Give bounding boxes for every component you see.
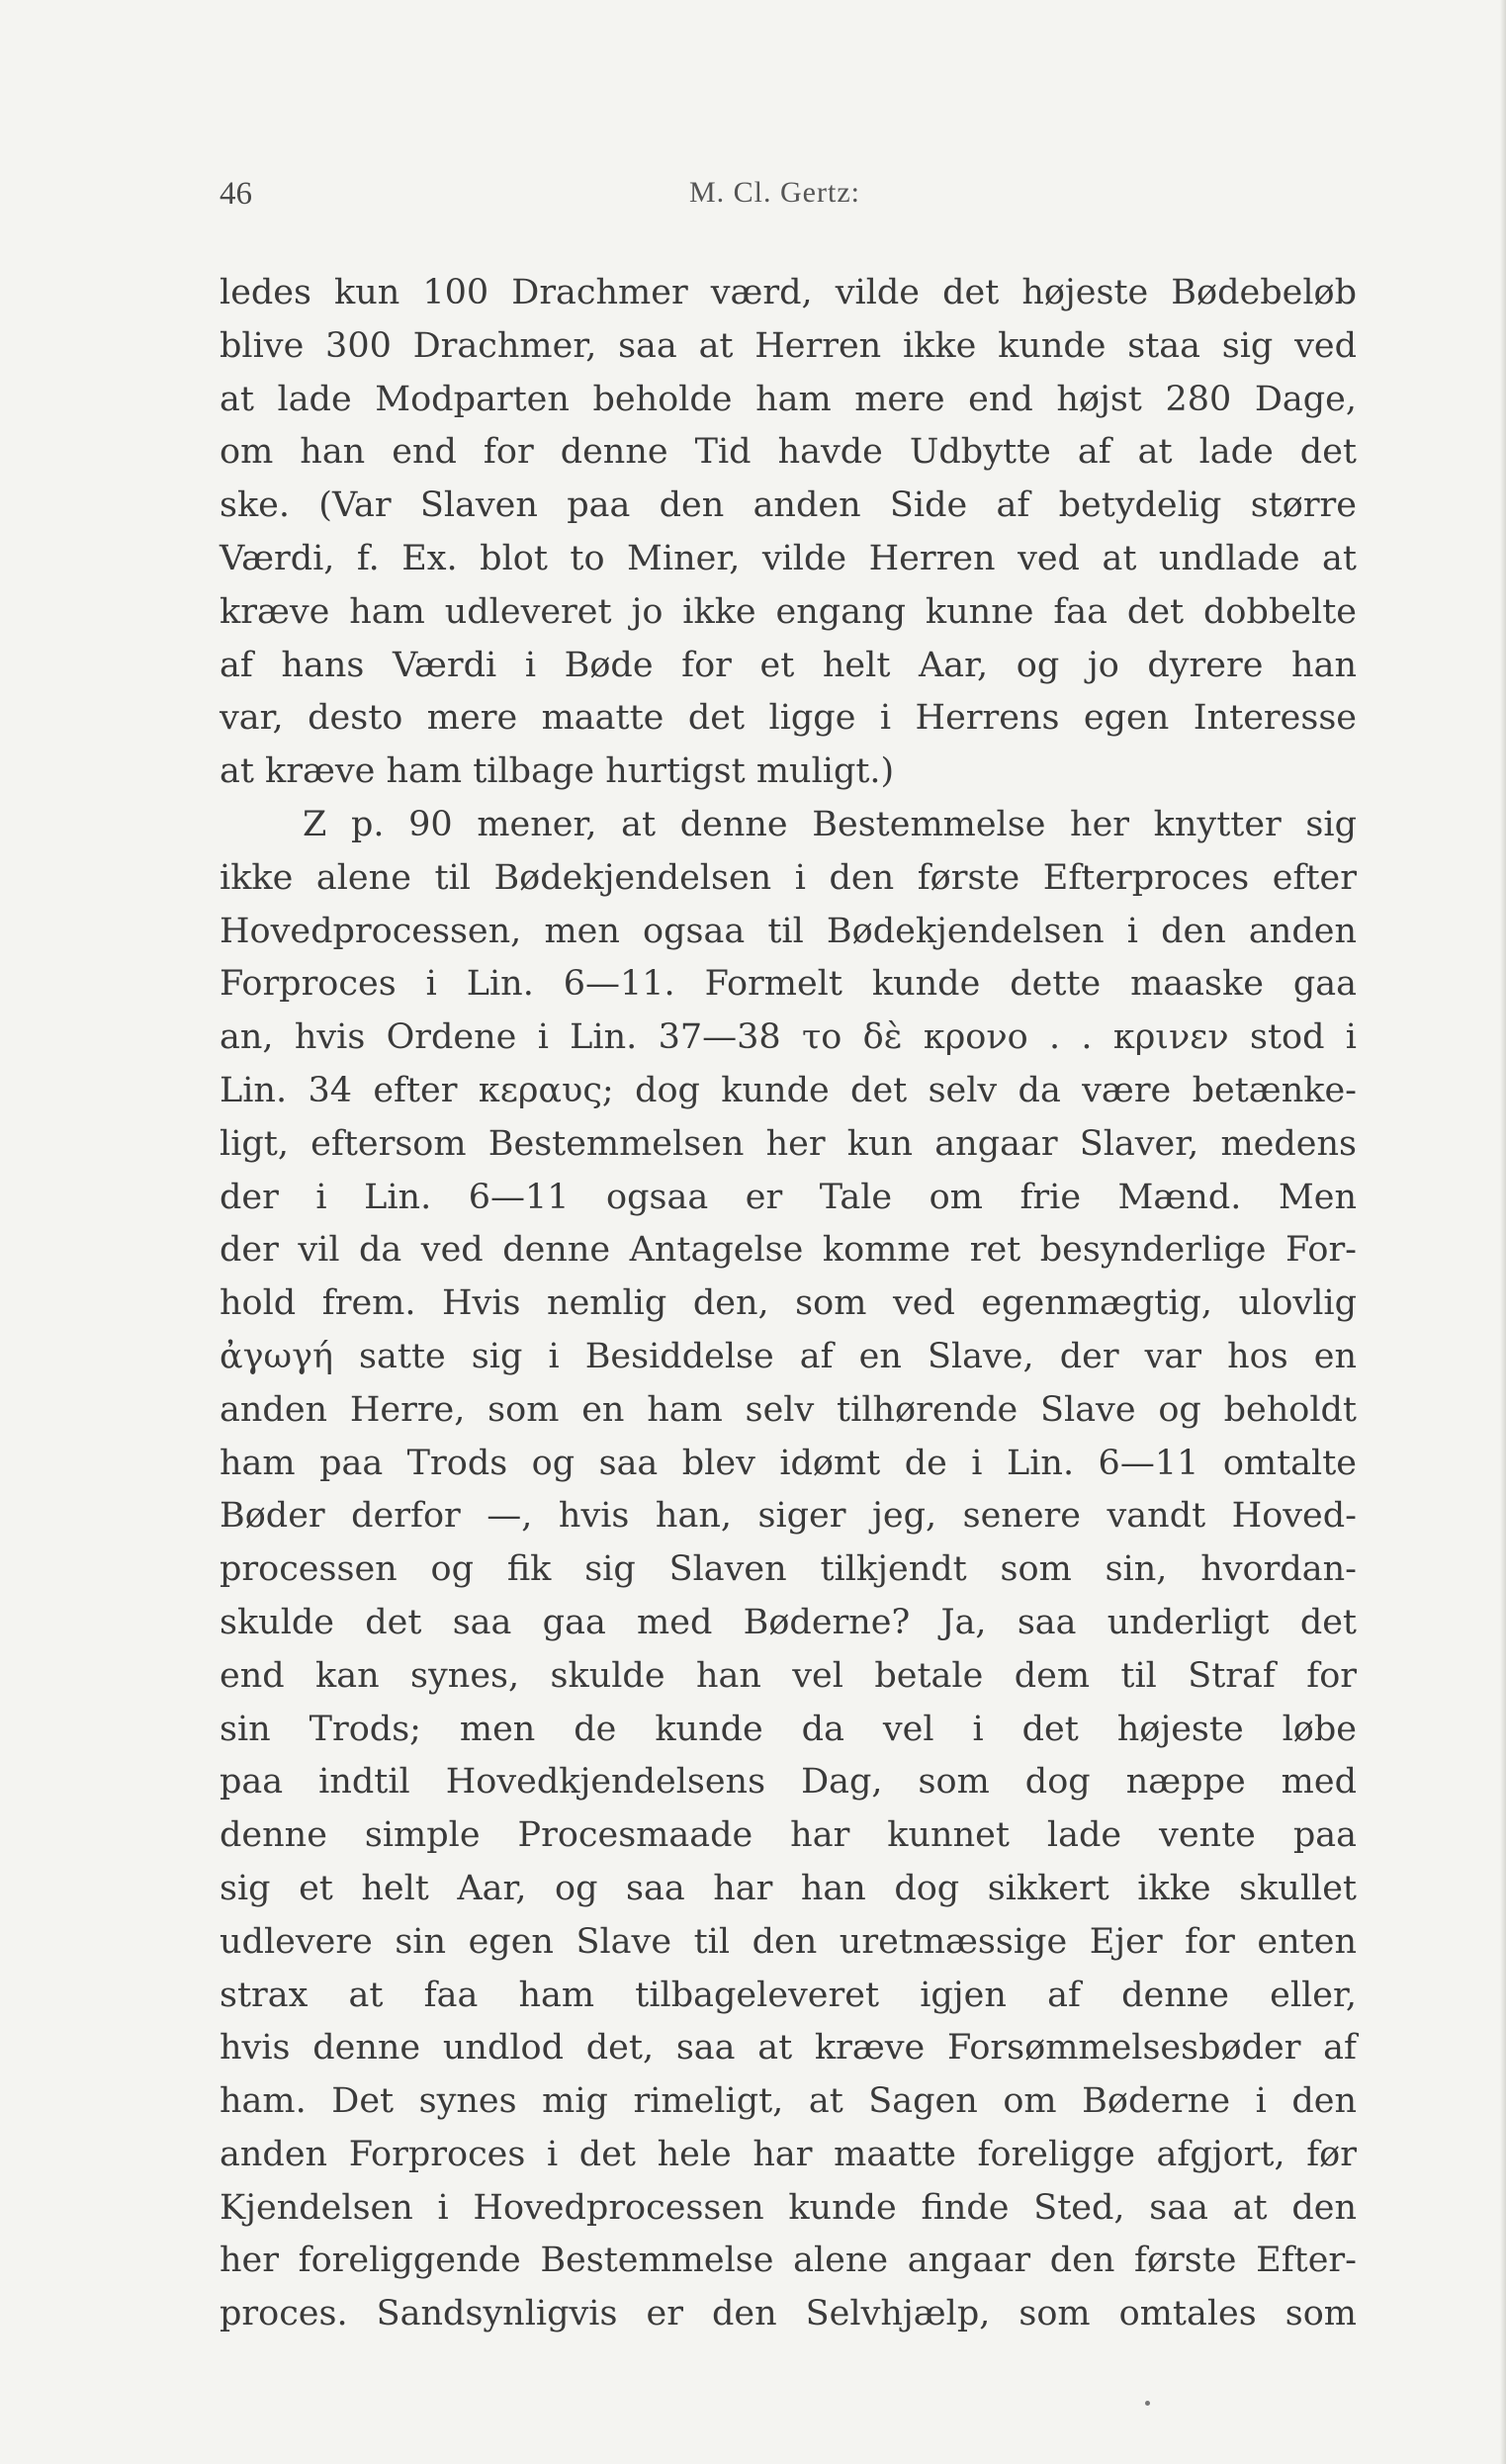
page-edge-shadow [1500,0,1506,2464]
text-line: Forproces i Lin. 6—11. Formelt kunde dette maaske gaa [220,964,1357,1005]
text-line: om han end for denne Tid havde Udbytte af at lade det [220,432,1357,473]
text-line: Værdi, f. Ex. blot to Miner, vilde Herren ved at undlade at [220,538,1357,578]
text-line: her foreliggende Bestemmelse alene angaar den første Efter- [220,2241,1357,2281]
running-head: M. Cl. Gertz: [689,176,860,209]
text-line: udlevere sin egen Slave til den uretmæssige Ejer for enten [220,1921,1357,1962]
text-line: ske. (Var Slaven paa den anden Side af betydelig større [220,485,1357,526]
body-text [220,267,1357,2341]
page-number: 46 [220,176,252,212]
text-line: blive 300 Drachmer, saa at Herren ikke kunde staa sig ved [220,325,1357,366]
text-line: ham paa Trods og saa blev idømt de i Lin. 6—11 omtalte [220,1443,1357,1483]
text-line: at lade Modparten beholde ham mere end højst 280 Dage, [220,379,1357,419]
text-line: proces. Sandsynligvis er den Selvhjælp, som omtales som [220,2294,1357,2334]
text-line: Hovedprocessen, men ogsaa til Bødekjendelsen i den anden [220,911,1357,951]
text-line: strax at faa ham tilbageleveret igjen af denne eller, [220,1975,1357,2015]
text-line: ἀγωγή satte sig i Besiddelse af en Slave, der var hos en [220,1336,1357,1376]
text-line: Lin. 34 efter κεραυς; dog kunde det selv da være betænke- [220,1070,1357,1110]
text-line: denne simple Procesmaade har kunnet lade vente paa [220,1815,1357,1856]
text-line: hvis denne undlod det, saa at kræve Forsømmelsesbøder af [220,2028,1357,2068]
text-line: ligt, eftersom Bestemmelsen her kun angaar Slaver, medens [220,1123,1357,1164]
text-line: skulde det saa gaa med Bøderne? Ja, saa underligt det [220,1602,1357,1642]
print-mark-dot [1145,2401,1150,2406]
text-line: hold frem. Hvis nemlig den, som ved egenmægtig, ulovlig [220,1283,1357,1324]
text-line: anden Forproces i det hele har maatte foreligge afgjort, før [220,2134,1357,2174]
text-line: var, desto mere maatte det ligge i Herrens egen Interesse [220,698,1357,739]
text-line: Z p. 90 mener, at denne Bestemmelse her knytter sig [303,804,1357,844]
text-line: ikke alene til Bødekjendelsen i den første Efterproces efter [220,857,1357,898]
text-line: kræve ham udleveret jo ikke engang kunne faa det dobbelte [220,591,1357,632]
text-line: paa indtil Hovedkjendelsens Dag, som dog næppe med [220,1762,1357,1803]
text-line: sig et helt Aar, og saa har han dog sikkert ikke skullet [220,1868,1357,1908]
text-line: der i Lin. 6—11 ogsaa er Tale om frie Mænd. Men [220,1177,1357,1217]
text-line: Kjendelsen i Hovedprocessen kunde finde Sted, saa at den [220,2187,1357,2228]
text-line: sin Trods; men de kunde da vel i det højeste løbe [220,1709,1357,1749]
text-line: at kræve ham tilbage hurtigst muligt.) [220,751,895,792]
text-line: ledes kun 100 Drachmer værd, vilde det højeste Bødebeløb [220,273,1357,312]
text-line: af hans Værdi i Bøde for et helt Aar, og jo dyrere han [220,645,1357,685]
text-line: anden Herre, som en ham selv tilhørende Slave og beholdt [220,1389,1357,1430]
page-header [220,176,1357,225]
text-line: end kan synes, skulde han vel betale dem til Straf for [220,1655,1357,1696]
text-line: processen og fik sig Slaven tilkjendt som sin, hvordan- [220,1549,1357,1590]
text-line: der vil da ved denne Antagelse komme ret besynderlige For- [220,1230,1357,1271]
text-line: an, hvis Ordene i Lin. 37—38 το δὲ κρονο . . κρινεν stod i [220,1017,1357,1058]
text-line: ham. Det synes mig rimeligt, at Sagen om Bøderne i den [220,2081,1357,2122]
text-line: Bøder derfor —, hvis han, siger jeg, senere vandt Hoved- [220,1496,1357,1537]
